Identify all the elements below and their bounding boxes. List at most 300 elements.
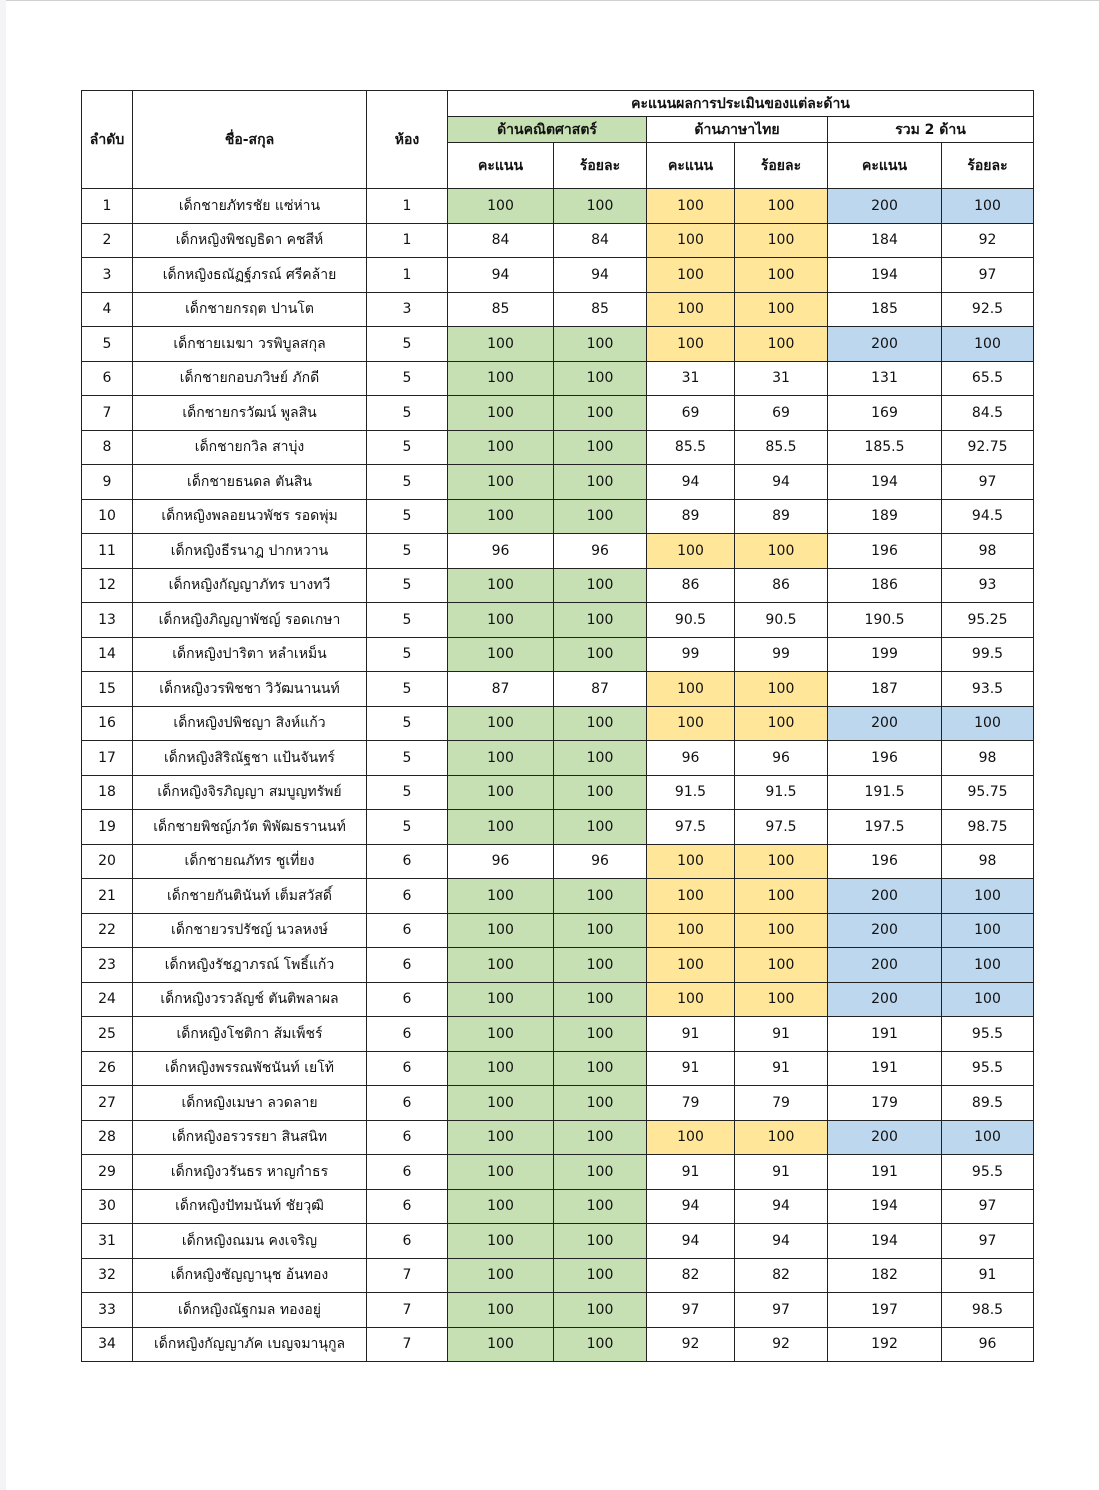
- thai-percent: 92: [735, 1327, 828, 1362]
- student-name: เด็กชายเมฆา วรพิบูลสกุล: [133, 327, 367, 362]
- row-number: 22: [82, 913, 133, 948]
- table-row: [82, 327, 1034, 362]
- row-number: 15: [82, 672, 133, 707]
- thai-percent: 100: [735, 948, 828, 983]
- math-percent: 100: [554, 361, 647, 396]
- math-percent: 96: [554, 844, 647, 879]
- math-percent: 100: [554, 913, 647, 948]
- total-score: 187: [828, 672, 942, 707]
- math-percent: 94: [554, 258, 647, 293]
- room-number: 6: [367, 1120, 448, 1155]
- room-number: 5: [367, 396, 448, 431]
- thai-score: 90.5: [647, 603, 735, 638]
- row-number: 13: [82, 603, 133, 638]
- thai-percent: 85.5: [735, 430, 828, 465]
- total-percent: 95.5: [942, 1017, 1034, 1052]
- table-row: [82, 637, 1034, 672]
- math-score: 100: [448, 913, 554, 948]
- thai-percent: 89: [735, 499, 828, 534]
- math-score: 100: [448, 465, 554, 500]
- thai-score: 96: [647, 741, 735, 776]
- math-score: 100: [448, 499, 554, 534]
- math-score: 84: [448, 223, 554, 258]
- thai-percent: 100: [735, 672, 828, 707]
- score-table: [81, 90, 1034, 1362]
- student-name: เด็กชายวรปรัชญ์ นวลหงษ์: [133, 913, 367, 948]
- student-name: เด็กชายกันตินันท์ เต็มสวัสดิ์: [133, 879, 367, 914]
- row-number: 28: [82, 1120, 133, 1155]
- header-math-score: คะแนน: [448, 143, 554, 189]
- math-score: 100: [448, 637, 554, 672]
- total-score: 200: [828, 982, 942, 1017]
- thai-percent: 97: [735, 1293, 828, 1328]
- room-number: 3: [367, 292, 448, 327]
- row-number: 5: [82, 327, 133, 362]
- math-score: 100: [448, 1051, 554, 1086]
- room-number: 6: [367, 1051, 448, 1086]
- total-score: 185: [828, 292, 942, 327]
- thai-percent: 91: [735, 1017, 828, 1052]
- row-number: 9: [82, 465, 133, 500]
- room-number: 6: [367, 913, 448, 948]
- table-row: [82, 775, 1034, 810]
- thai-score: 79: [647, 1086, 735, 1121]
- table-row: [82, 1051, 1034, 1086]
- total-percent: 100: [942, 913, 1034, 948]
- thai-percent: 97.5: [735, 810, 828, 845]
- total-score: 200: [828, 913, 942, 948]
- table-row: [82, 741, 1034, 776]
- student-name: เด็กหญิงอรวรรยา สินสนิท: [133, 1120, 367, 1155]
- total-percent: 92.5: [942, 292, 1034, 327]
- header-thai: ด้านภาษาไทย: [647, 117, 828, 143]
- total-percent: 100: [942, 982, 1034, 1017]
- total-percent: 94.5: [942, 499, 1034, 534]
- thai-score: 94: [647, 1224, 735, 1259]
- total-score: 192: [828, 1327, 942, 1362]
- row-number: 12: [82, 568, 133, 603]
- math-score: 100: [448, 568, 554, 603]
- student-name: เด็กหญิงณมน คงเจริญ: [133, 1224, 367, 1259]
- thai-score: 82: [647, 1258, 735, 1293]
- row-number: 2: [82, 223, 133, 258]
- table-body: [82, 189, 1034, 1362]
- room-number: 5: [367, 637, 448, 672]
- room-number: 6: [367, 1189, 448, 1224]
- room-number: 6: [367, 879, 448, 914]
- math-score: 100: [448, 361, 554, 396]
- thai-percent: 100: [735, 706, 828, 741]
- math-score: 96: [448, 844, 554, 879]
- math-score: 100: [448, 430, 554, 465]
- room-number: 5: [367, 430, 448, 465]
- table-row: [82, 1120, 1034, 1155]
- table-row: [82, 568, 1034, 603]
- math-score: 100: [448, 603, 554, 638]
- thai-score: 100: [647, 948, 735, 983]
- thai-score: 97: [647, 1293, 735, 1328]
- total-score: 189: [828, 499, 942, 534]
- math-percent: 84: [554, 223, 647, 258]
- room-number: 6: [367, 948, 448, 983]
- room-number: 5: [367, 499, 448, 534]
- total-score: 194: [828, 465, 942, 500]
- row-number: 30: [82, 1189, 133, 1224]
- thai-score: 100: [647, 292, 735, 327]
- row-number: 10: [82, 499, 133, 534]
- student-name: เด็กหญิงธีรนาฎ ปากหวาน: [133, 534, 367, 569]
- room-number: 5: [367, 706, 448, 741]
- total-percent: 95.25: [942, 603, 1034, 638]
- thai-percent: 100: [735, 913, 828, 948]
- room-number: 5: [367, 603, 448, 638]
- student-name: เด็กหญิงจิรภิญญา สมบูญทรัพย์: [133, 775, 367, 810]
- thai-percent: 100: [735, 223, 828, 258]
- room-number: 6: [367, 1155, 448, 1190]
- student-name: เด็กหญิงภิญญาพัชญ์ รอดเกษา: [133, 603, 367, 638]
- math-percent: 100: [554, 637, 647, 672]
- math-score: 100: [448, 1224, 554, 1259]
- row-number: 20: [82, 844, 133, 879]
- math-score: 100: [448, 189, 554, 224]
- table-row: [82, 1189, 1034, 1224]
- total-percent: 91: [942, 1258, 1034, 1293]
- table-row: [82, 1086, 1034, 1121]
- math-score: 100: [448, 1120, 554, 1155]
- room-number: 5: [367, 810, 448, 845]
- total-score: 191.5: [828, 775, 942, 810]
- student-name: เด็กชายกรวัฒน์ พูลสิน: [133, 396, 367, 431]
- thai-score: 100: [647, 982, 735, 1017]
- table-row: [82, 292, 1034, 327]
- total-score: 199: [828, 637, 942, 672]
- row-number: 32: [82, 1258, 133, 1293]
- math-percent: 100: [554, 775, 647, 810]
- row-number: 18: [82, 775, 133, 810]
- student-name: เด็กหญิงกัญญาภัทร บางทวี: [133, 568, 367, 603]
- table-row: [82, 672, 1034, 707]
- thai-percent: 100: [735, 1120, 828, 1155]
- math-score: 100: [448, 879, 554, 914]
- math-score: 100: [448, 327, 554, 362]
- math-percent: 100: [554, 189, 647, 224]
- thai-percent: 100: [735, 327, 828, 362]
- thai-percent: 96: [735, 741, 828, 776]
- thai-percent: 91: [735, 1155, 828, 1190]
- total-percent: 93: [942, 568, 1034, 603]
- table-row: [82, 430, 1034, 465]
- table-row: [82, 534, 1034, 569]
- math-percent: 100: [554, 1120, 647, 1155]
- thai-score: 91.5: [647, 775, 735, 810]
- room-number: 6: [367, 1017, 448, 1052]
- row-number: 17: [82, 741, 133, 776]
- math-score: 100: [448, 982, 554, 1017]
- total-percent: 99.5: [942, 637, 1034, 672]
- table-row: [82, 189, 1034, 224]
- thai-percent: 99: [735, 637, 828, 672]
- math-score: 100: [448, 1258, 554, 1293]
- math-score: 100: [448, 810, 554, 845]
- total-score: 197.5: [828, 810, 942, 845]
- total-percent: 100: [942, 706, 1034, 741]
- thai-percent: 100: [735, 879, 828, 914]
- thai-score: 94: [647, 1189, 735, 1224]
- student-name: เด็กชายณภัทร ชูเที่ยง: [133, 844, 367, 879]
- thai-percent: 100: [735, 982, 828, 1017]
- thai-score: 100: [647, 879, 735, 914]
- thai-percent: 94: [735, 1224, 828, 1259]
- header-room: ห้อง: [367, 91, 448, 189]
- thai-score: 100: [647, 534, 735, 569]
- math-percent: 100: [554, 1017, 647, 1052]
- row-number: 6: [82, 361, 133, 396]
- thai-score: 89: [647, 499, 735, 534]
- row-number: 27: [82, 1086, 133, 1121]
- total-percent: 92.75: [942, 430, 1034, 465]
- student-name: เด็กหญิงเมษา ลวดลาย: [133, 1086, 367, 1121]
- total-percent: 98.75: [942, 810, 1034, 845]
- total-percent: 96: [942, 1327, 1034, 1362]
- total-percent: 100: [942, 1120, 1034, 1155]
- total-percent: 98.5: [942, 1293, 1034, 1328]
- student-name: เด็กชายภัทรชัย แซ่ห่าน: [133, 189, 367, 224]
- math-percent: 100: [554, 1258, 647, 1293]
- student-name: เด็กหญิงธณัฏฐ์ภรณ์ ศรีคล้าย: [133, 258, 367, 293]
- thai-score: 91: [647, 1017, 735, 1052]
- math-percent: 100: [554, 1293, 647, 1328]
- thai-percent: 69: [735, 396, 828, 431]
- thai-score: 100: [647, 1120, 735, 1155]
- total-percent: 98: [942, 741, 1034, 776]
- table-row: [82, 1017, 1034, 1052]
- room-number: 5: [367, 775, 448, 810]
- table-row: [82, 948, 1034, 983]
- room-number: 7: [367, 1293, 448, 1328]
- thai-score: 97.5: [647, 810, 735, 845]
- document-page: [6, 0, 1099, 1490]
- total-percent: 100: [942, 879, 1034, 914]
- math-score: 100: [448, 948, 554, 983]
- thai-percent: 86: [735, 568, 828, 603]
- student-name: เด็กชายพิชญ์ภวัต พิพัฒธรานนท์: [133, 810, 367, 845]
- math-percent: 100: [554, 430, 647, 465]
- table-row: [82, 396, 1034, 431]
- header-total-percent: ร้อยละ: [942, 143, 1034, 189]
- header-thai-score: คะแนน: [647, 143, 735, 189]
- total-score: 191: [828, 1051, 942, 1086]
- math-percent: 85: [554, 292, 647, 327]
- total-percent: 97: [942, 1189, 1034, 1224]
- table-row: [82, 1155, 1034, 1190]
- row-number: 24: [82, 982, 133, 1017]
- student-name: เด็กหญิงพิชญธิดา คชสีห์: [133, 223, 367, 258]
- table-row: [82, 1224, 1034, 1259]
- table-row: [82, 1258, 1034, 1293]
- thai-score: 31: [647, 361, 735, 396]
- total-score: 200: [828, 706, 942, 741]
- table-row: [82, 913, 1034, 948]
- total-score: 194: [828, 1189, 942, 1224]
- math-percent: 100: [554, 982, 647, 1017]
- math-percent: 100: [554, 879, 647, 914]
- row-number: 11: [82, 534, 133, 569]
- thai-percent: 91.5: [735, 775, 828, 810]
- row-number: 8: [82, 430, 133, 465]
- row-number: 14: [82, 637, 133, 672]
- total-score: 200: [828, 948, 942, 983]
- total-percent: 95.75: [942, 775, 1034, 810]
- room-number: 5: [367, 534, 448, 569]
- table-row: [82, 879, 1034, 914]
- table-row: [82, 361, 1034, 396]
- row-number: 29: [82, 1155, 133, 1190]
- thai-percent: 94: [735, 1189, 828, 1224]
- header-math: ด้านคณิตศาสตร์: [448, 117, 647, 143]
- table-row: [82, 810, 1034, 845]
- math-score: 100: [448, 706, 554, 741]
- room-number: 7: [367, 1258, 448, 1293]
- total-percent: 97: [942, 465, 1034, 500]
- thai-score: 94: [647, 465, 735, 500]
- math-score: 100: [448, 1293, 554, 1328]
- math-score: 100: [448, 1327, 554, 1362]
- student-name: เด็กชายธนดล ตันสิน: [133, 465, 367, 500]
- total-score: 194: [828, 258, 942, 293]
- thai-score: 91: [647, 1051, 735, 1086]
- table-row: [82, 223, 1034, 258]
- table-row: [82, 706, 1034, 741]
- room-number: 5: [367, 327, 448, 362]
- thai-score: 100: [647, 844, 735, 879]
- room-number: 5: [367, 672, 448, 707]
- total-score: 194: [828, 1224, 942, 1259]
- math-percent: 100: [554, 1189, 647, 1224]
- thai-score: 92: [647, 1327, 735, 1362]
- thai-percent: 82: [735, 1258, 828, 1293]
- total-score: 179: [828, 1086, 942, 1121]
- math-percent: 100: [554, 568, 647, 603]
- thai-percent: 91: [735, 1051, 828, 1086]
- total-score: 169: [828, 396, 942, 431]
- math-percent: 100: [554, 1051, 647, 1086]
- header-assessment: คะแนนผลการประเมินของแต่ละด้าน: [448, 91, 1034, 117]
- total-score: 186: [828, 568, 942, 603]
- room-number: 1: [367, 223, 448, 258]
- thai-score: 100: [647, 258, 735, 293]
- math-score: 94: [448, 258, 554, 293]
- table-row: [82, 1327, 1034, 1362]
- total-score: 200: [828, 327, 942, 362]
- total-score: 131: [828, 361, 942, 396]
- math-percent: 100: [554, 1327, 647, 1362]
- student-name: เด็กหญิงชัญญานุช อ้นทอง: [133, 1258, 367, 1293]
- student-name: เด็กชายกวิล สาบุ่ง: [133, 430, 367, 465]
- thai-score: 100: [647, 189, 735, 224]
- thai-score: 99: [647, 637, 735, 672]
- total-score: 182: [828, 1258, 942, 1293]
- math-percent: 100: [554, 465, 647, 500]
- math-percent: 100: [554, 741, 647, 776]
- student-name: เด็กหญิงปัทมนันท์ ชัยวุฒิ: [133, 1189, 367, 1224]
- thai-percent: 31: [735, 361, 828, 396]
- thai-percent: 100: [735, 258, 828, 293]
- total-percent: 100: [942, 948, 1034, 983]
- thai-score: 100: [647, 223, 735, 258]
- header-total-score: คะแนน: [828, 143, 942, 189]
- table-row: [82, 499, 1034, 534]
- room-number: 5: [367, 568, 448, 603]
- student-name: เด็กหญิงรัชฎาภรณ์ โพธิ์แก้ว: [133, 948, 367, 983]
- total-percent: 95.5: [942, 1155, 1034, 1190]
- header-name: ชื่อ-สกุล: [133, 91, 367, 189]
- total-percent: 100: [942, 327, 1034, 362]
- math-score: 100: [448, 1155, 554, 1190]
- student-name: เด็กหญิงสิริณัฐชา แป้นจันทร์: [133, 741, 367, 776]
- table-row: [82, 1293, 1034, 1328]
- thai-percent: 94: [735, 465, 828, 500]
- row-number: 23: [82, 948, 133, 983]
- math-percent: 100: [554, 948, 647, 983]
- total-percent: 65.5: [942, 361, 1034, 396]
- thai-percent: 90.5: [735, 603, 828, 638]
- row-number: 25: [82, 1017, 133, 1052]
- student-name: เด็กหญิงปาริตา หลำเหม็น: [133, 637, 367, 672]
- student-name: เด็กหญิงวรวลัญช์ ตันติพลาผล: [133, 982, 367, 1017]
- student-name: เด็กหญิงวรันธร หาญกำธร: [133, 1155, 367, 1190]
- thai-score: 100: [647, 672, 735, 707]
- student-name: เด็กหญิงโชติกา ส้มเพ็ชร์: [133, 1017, 367, 1052]
- row-number: 26: [82, 1051, 133, 1086]
- total-percent: 89.5: [942, 1086, 1034, 1121]
- math-percent: 100: [554, 1086, 647, 1121]
- thai-score: 86: [647, 568, 735, 603]
- total-score: 184: [828, 223, 942, 258]
- table-row: [82, 603, 1034, 638]
- room-number: 5: [367, 741, 448, 776]
- total-score: 196: [828, 741, 942, 776]
- student-name: เด็กหญิงพรรณพัชนันท์ เยโท้: [133, 1051, 367, 1086]
- thai-percent: 100: [735, 189, 828, 224]
- math-percent: 87: [554, 672, 647, 707]
- math-score: 100: [448, 1017, 554, 1052]
- thai-percent: 100: [735, 292, 828, 327]
- total-percent: 97: [942, 258, 1034, 293]
- math-percent: 100: [554, 810, 647, 845]
- total-percent: 98: [942, 844, 1034, 879]
- row-number: 16: [82, 706, 133, 741]
- math-percent: 100: [554, 706, 647, 741]
- row-number: 1: [82, 189, 133, 224]
- table-row: [82, 465, 1034, 500]
- student-name: เด็กชายกอบภวิษย์ ภักดี: [133, 361, 367, 396]
- row-number: 7: [82, 396, 133, 431]
- math-score: 87: [448, 672, 554, 707]
- total-percent: 98: [942, 534, 1034, 569]
- room-number: 6: [367, 982, 448, 1017]
- math-score: 100: [448, 1086, 554, 1121]
- thai-percent: 100: [735, 844, 828, 879]
- total-score: 191: [828, 1155, 942, 1190]
- total-score: 200: [828, 879, 942, 914]
- thai-score: 100: [647, 327, 735, 362]
- total-score: 190.5: [828, 603, 942, 638]
- math-percent: 100: [554, 603, 647, 638]
- room-number: 5: [367, 465, 448, 500]
- math-percent: 100: [554, 499, 647, 534]
- math-percent: 100: [554, 396, 647, 431]
- room-number: 6: [367, 844, 448, 879]
